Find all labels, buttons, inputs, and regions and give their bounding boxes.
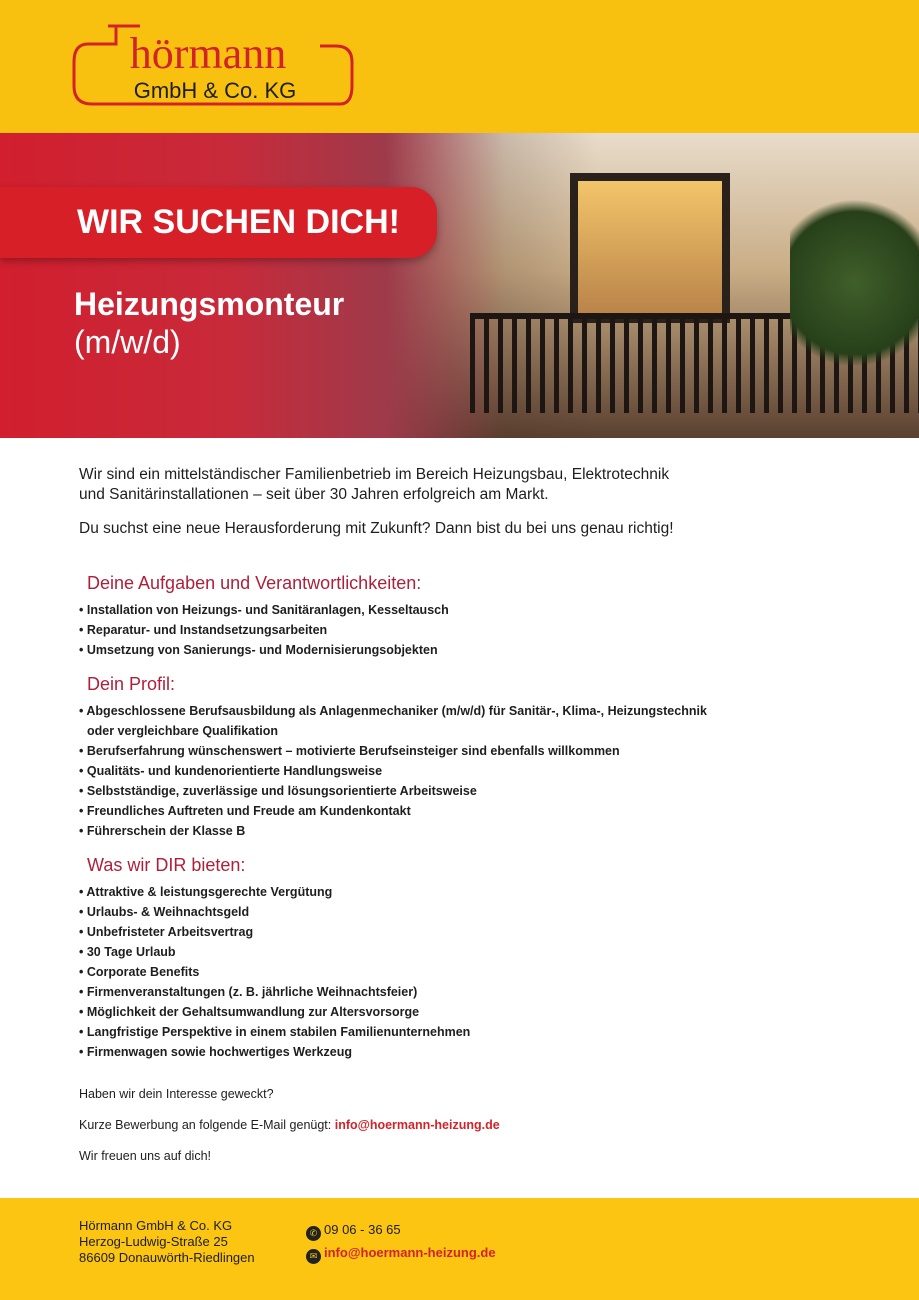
- phone-number[interactable]: 09 06 - 36 65: [324, 1222, 401, 1237]
- email-link[interactable]: info@hoermann-heizung.de: [334, 1118, 500, 1132]
- job-title-suffix: (m/w/d): [74, 324, 181, 360]
- footer: [0, 1198, 919, 1300]
- list-item: • 30 Tage Urlaub: [79, 942, 859, 962]
- job-description: [79, 465, 859, 1177]
- job-title: [74, 285, 434, 361]
- list-item: • Firmenveranstaltungen (z. B. jährliche Weihnachtsfeier): [79, 982, 859, 1002]
- intro-paragraph: Wir sind ein mittelständischer Familienbetrieb im Bereich Heizungsbau, Elektrotechnik und Sanitärinstallationen – seit über 30 Jahren erfolgreich am Markt.: [79, 466, 670, 503]
- email-icon: ✉: [306, 1249, 321, 1264]
- tagline: WIR SUCHEN DICH!: [77, 203, 400, 241]
- section-tasks: [79, 573, 859, 660]
- section-heading: Dein Profil:: [87, 674, 176, 694]
- list-item: • Langfristige Perspektive in einem stabilen Familienunternehmen: [79, 1022, 859, 1042]
- closing-question: Haben wir dein Interesse geweckt?: [79, 1087, 274, 1101]
- footer-email-link[interactable]: info@hoermann-heizung.de: [324, 1245, 496, 1260]
- footer-street: Herzog-Ludwig-Straße 25: [79, 1234, 228, 1249]
- footer-city: 86609 Donauwörth-Riedlingen: [79, 1250, 255, 1265]
- phone-icon: ✆: [306, 1226, 321, 1241]
- list-item: • Attraktive & leistungsgerechte Vergütung: [79, 882, 859, 902]
- list-item: • Installation von Heizungs- und Sanitäranlagen, Kesseltausch: [79, 600, 859, 620]
- section-heading: Was wir DIR bieten:: [87, 855, 246, 875]
- list-item: • Reparatur- und Instandsetzungsarbeiten: [79, 620, 859, 640]
- list-item: • Urlaubs- & Weihnachtsgeld: [79, 902, 859, 922]
- list-item: • Freundliches Auftreten und Freude am Kundenkontakt: [79, 801, 859, 821]
- list-item: • Führerschein der Klasse B: [79, 821, 859, 841]
- list-item: • Berufserfahrung wünschenswert – motivierte Berufseinsteiger sind ebenfalls willkommen: [79, 741, 859, 761]
- section-profile: [79, 674, 859, 841]
- list-item: • Selbstständige, zuverlässige und lösungsorientierte Arbeitsweise: [79, 781, 859, 801]
- list-item-continued: oder vergleichbare Qualifikation: [87, 724, 279, 738]
- section-heading: Deine Aufgaben und Verantwortlichkeiten:: [87, 573, 422, 593]
- svg-text:hörmann: hörmann: [129, 29, 287, 78]
- company-address: [79, 1218, 255, 1266]
- contact-info: [306, 1218, 496, 1264]
- closing-line: Wir freuen uns auf dich!: [79, 1149, 212, 1163]
- list-item-text: Abgeschlossene Berufsausbildung als Anlagenmechaniker (m/w/d) für Sanitär-, Klima-, Heizungstechnik: [86, 704, 707, 718]
- list-item: • Möglichkeit der Gehaltsumwandlung zur Altersvorsorge: [79, 1002, 859, 1022]
- job-title-text: Heizungsmonteur: [74, 286, 345, 322]
- footer-company: Hörmann GmbH & Co. KG: [79, 1218, 233, 1233]
- list-item: • Corporate Benefits: [79, 962, 859, 982]
- intro-paragraph: Du suchst eine neue Herausforderung mit Zukunft? Dann bist du bei uns genau richtig!: [79, 520, 674, 537]
- application-text: Kurze Bewerbung an folgende E-Mail genügt:: [79, 1118, 335, 1132]
- list-item: [79, 701, 859, 741]
- svg-text:GmbH & Co. KG: GmbH & Co. KG: [133, 78, 297, 103]
- plant-image: [790, 183, 919, 383]
- tagline-banner: [0, 187, 437, 258]
- hero-banner: [0, 133, 919, 438]
- company-logo: [70, 22, 356, 108]
- list-item: • Firmenwagen sowie hochwertiges Werkzeug: [79, 1042, 859, 1062]
- house-window-image: [570, 173, 730, 323]
- list-item: • Qualitäts- und kundenorientierte Handlungsweise: [79, 761, 859, 781]
- section-benefits: [79, 855, 859, 1062]
- application-instructions: [79, 1115, 859, 1135]
- list-item: • Unbefristeter Arbeitsvertrag: [79, 922, 859, 942]
- header: [0, 0, 919, 133]
- list-item: • Umsetzung von Sanierungs- und Modernisierungsobjekten: [79, 640, 859, 660]
